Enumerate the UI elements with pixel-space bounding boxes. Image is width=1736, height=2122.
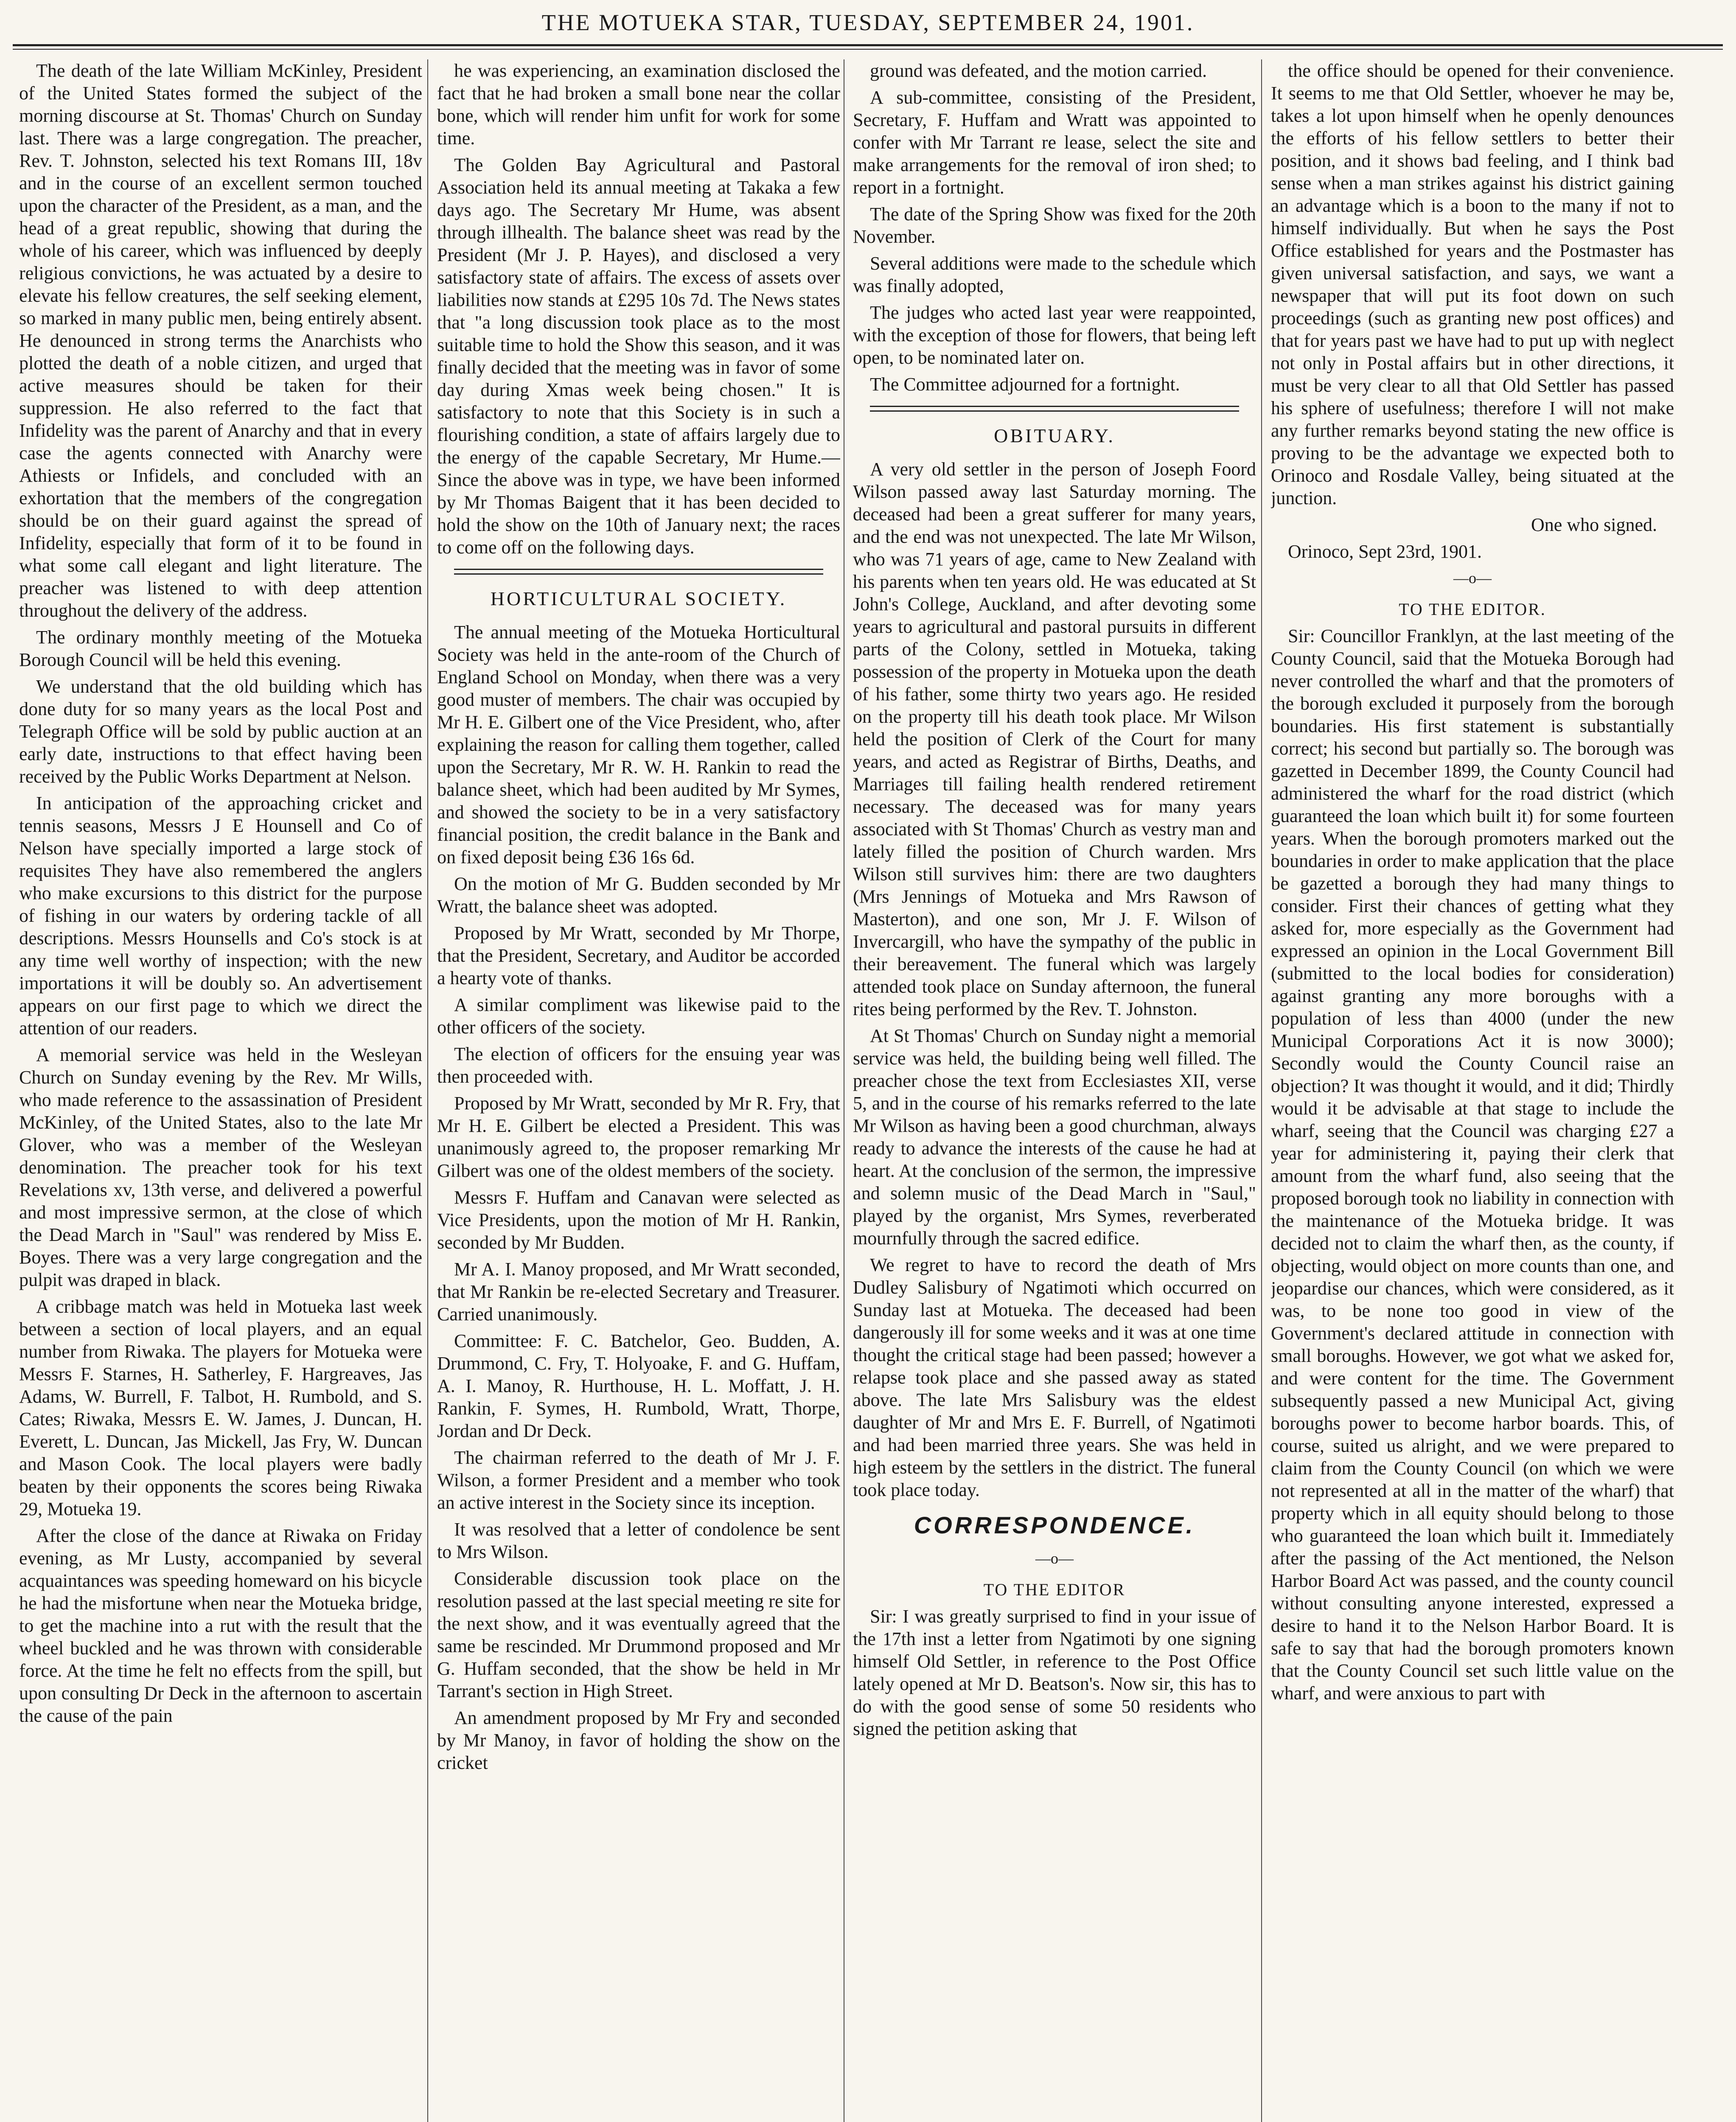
paragraph: We regret to have to record the death of Mrs Dudley Salisbury of Ngatimoti which occurred on Sunday last at Motueka. The deceased had been dangerously ill for some weeks and it was at one time thought the critical stage had been passed; however a relapse took place and she passed away as stated above. The late Mrs Salisbury was the eldest daughter of Mr and Mrs E. F. Burrell, of Ngatimoti and had been married three years. She was held in high esteem by the settlers in the district. The funeral took place today.	[853, 1255, 1256, 1500]
paragraph: A memorial service was held in the Wesleyan Church on Sunday evening by the Rev. Mr Wills, who made reference to the assassination of President McKinley, of the United States, also to the late Mr Glover, who was a member of the Wesleyan denomination. The preacher took for his text Revelations xv, 13th verse, and delivered a powerful and most impressive sermon, at the close of which the Dead March in "Saul" was rendered by Miss E. Boyes. There was a very large congregation and the pulpit was draped in black.	[19, 1044, 422, 1290]
to-the-editor-heading: TO THE EDITOR	[983, 1580, 1126, 1599]
column-divider	[1261, 59, 1262, 2122]
masthead-rule	[13, 44, 1723, 50]
paragraph: Committee: F. C. Batchelor, Geo. Budden, A. Drummond, C. Fry, T. Holyoake, F. and G. Huffam, A. I. Manoy, R. Hurthouse, H. L. Moffatt, J. H. Rankin, F. Symes, H. Rumbold, Wratt, Thorpe, Jordan and Dr Deck.	[437, 1330, 840, 1441]
separator-mark: —o—	[1453, 570, 1492, 587]
paragraph: It was resolved that a letter of condolence be sent to Mrs Wilson.	[437, 1519, 840, 1562]
paragraph: The chairman referred to the death of Mr J. F. Wilson, a former President and a member who took an active interest in the Society since its inception.	[437, 1447, 840, 1513]
paragraph: The ordinary monthly meeting of the Motueka Borough Council will be held this evening.	[19, 627, 422, 670]
paragraph: The Golden Bay Agricultural and Pastoral Association held its annual meeting at Takaka a few days ago. The Secretary Mr Hume, was absent through illhealth. The balance sheet was read by the President (Mr J. P. Hayes), and disclosed a very satisfactory state of affairs. The excess of assets over liabilities now stands at £295 10s 7d. The News states that "a long discussion took place as to the most suitable time to hold the Show this season, and it was finally decided that the meeting was in favor of some day during Xmas week being chosen." It is satisfactory to note that this Society is in such a flourishing condition, a state of affairs largely due to the energy of the capable Secretary, Mr Hume.— Since the above was in type, we have been informed by Mr Thomas Baigent that it has been decided to hold the show on the 10th of January next; the races to come off on the following days.	[437, 154, 840, 558]
paragraph: Proposed by Mr Wratt, seconded by Mr Thorpe, that the President, Secretary, and Auditor be accorded a hearty vote of thanks.	[437, 923, 840, 988]
paragraph: In anticipation of the approaching cricket and tennis seasons, Messrs J E Hounsell and Co of Nelson have specially imported a large stock of requisites They have also remembered the anglers who make excursions to this district for the purpose of fishing in our waters by ordering tackle of all descriptions. Messrs Hounsells and Co's stock is at any time well worthy of inspection; with the new importations it will be doubly so. An advertisement appears on our first page to which we direct the attention of our readers.	[19, 793, 422, 1039]
column-divider	[427, 59, 428, 2122]
paragraph: ground was defeated, and the motion carried.	[870, 60, 1207, 81]
to-the-editor-heading: TO THE EDITOR.	[1399, 600, 1546, 619]
letter-dateline: Orinoco, Sept 23rd, 1901.	[1288, 541, 1482, 562]
section-rule	[870, 406, 1239, 412]
paragraph: An amendment proposed by Mr Fry and seconded by Mr Manoy, in favor of holding the show on the cricket	[437, 1707, 840, 1773]
paragraph: A sub-committee, consisting of the President, Secretary, F. Huffam and Wratt was appointed to confer with Mr Tarrant re lease, select the site and make arrangements for the removal of iron shed; to report in a fortnight.	[853, 87, 1256, 198]
paragraph: The date of the Spring Show was fixed for the 20th November.	[853, 204, 1256, 247]
paragraph: We understand that the old building which has done duty for so many years as the local Post and Telegraph Office will be sold by public auction at an early date, instructions to that effect having been received by the Public Works Department at Nelson.	[19, 676, 422, 787]
column-3	[853, 59, 1256, 2122]
paragraph: The annual meeting of the Motueka Horticultural Society was held in the ante-room of the Church of England School on Monday, when there was a very good muster of members. The chair was occupied by Mr H. E. Gilbert one of the Vice President, who, after explaining the reason for calling them together, called upon the Secretary, Mr R. W. H. Rankin to read the balance sheet, which had been audited by Mr Symes, and showed the society to be in a very satisfactory financial position, the credit balance in the Bank and on fixed deposit being £36 16s 6d.	[437, 622, 840, 867]
paragraph: the office should be opened for their convenience. It seems to me that Old Settler, whoever he may be, takes a lot upon himself when he openly denounces the efforts of his fellow settlers to better their position, and it shows bad feeling, and I think bad sense when a man strikes against his district gaining an advantage which is a boon to the many if not to himself individually. But when he says the Post Office established for years and the Postmaster has given universal satisfaction, and says, we want a newspaper that will put its foot down on such proceedings (such as granting new post offices) and that for years past we have had to put up with neglect not only in Postal affairs but in other directions, it must be very clear to all that Old Settler has passed his sphere of usefulness; therefore I will not make any further remarks beyond stating the new office is proving to be the advantage we expected both to Orinoco and Rosdale Valley, being situated at the junction.	[1271, 60, 1674, 508]
paragraph: Sir: Councillor Franklyn, at the last meeting of the County Council, said that the Motueka Borough had never controlled the wharf and that the promoters of the borough excluded it purposely from the borough boundaries. His first statement is substantially correct; his second but partially so. The borough was gazetted in December 1899, the County Council had administered the wharf for the road district (which guaranteed the loan which built it) for some fourteen years. When the borough promoters marked out the boundaries in order to make application that the place be gazetted a borough they had many things to consider. First their chances of getting what they asked for, more especially as the Government had expressed an opinion in the Local Government Bill (submitted to the local bodies for consideration) against granting any more boroughs with a population of less than 4000 (under the new Municipal Corporations Act it is now 3000); Secondly would the County Council raise an objection? It was thought it would, and it did; Thirdly would it be advisable at that stage to include the wharf, seeing that the Council was charging £27 a year for administering it, paying their clerk that amount from the wharf fund, also seeing that the proposed borough took no liability in connection with the maintenance of the Motueka bridge. It was decided not to claim the wharf then, as the county, if objecting, would object on more counts than one, and jeopardise our chances, which were considered, as it was, to be none too good in view of the Government's declared attitude in connection with small boroughs. However, we got what we asked for, and were content for the time. The Government subsequently passed a new Municipal Act, giving boroughs power to become harbor boards. This, of course, suited us alright, and we were prepared to claim from the County Council (on which we were not represented at all in the matter of the wharf) that property which in all equity should belong to those who guaranteed the loan which built it. Immediately after the passing of the Act mentioned, the Nelson Harbor Board Act was passed, and the county council without consulting anyone interested, expressed a desire to hand it to the Nelson Harbor Board. It is safe to say that had the borough promoters known that the County Council set such little value on the wharf, and were anxious to part with	[1271, 626, 1674, 1704]
paragraph: A cribbage match was held in Motueka last week between a section of local players, and an equal number from Riwaka. The players for Motueka were Messrs F. Starnes, H. Satherley, F. Hargreaves, Jas Adams, W. Burrell, F. Talbot, H. Rumbold, and S. Cates; Riwaka, Messrs E. W. James, J. Duncan, H. Everett, L. Duncan, Jas Mickell, Jas Fry, W. Duncan and Mason Cook. The local players were badly beaten by their opponents the scores being Riwaka 29, Motueka 19.	[19, 1296, 422, 1519]
paragraph: Several additions were made to the schedule which was finally adopted,	[853, 253, 1256, 296]
section-rule	[454, 569, 823, 575]
paragraph: A very old settler in the person of Joseph Foord Wilson passed away last Saturday morning. The deceased had been a great sufferer for many years, and the end was not unexpected. The late Mr Wilson, who was 71 years of age, came to New Zealand with his parents when ten years old. He was educated at St John's College, Auckland, and after devoting some years to agricultural and pastoral pursuits in different parts of the Colony, settled in Motueka, taking possession of the property in Motueka upon the death of his father, some thirty two years ago. He resided on the property till his death took place. Mr Wilson held the position of Clerk of the Court for many years, and acted as Registrar of Births, Deaths, and Marriages till failing health rendered retirement necessary. The deceased was for many years associated with St Thomas' Church as vestry man and lately filled the position of Church warden. Mrs Wilson still survives him: there are two daughters (Mrs Jennings of Motueka and Mrs Rawson of Masterton), and one son, Mr J. F. Wilson of Invercargill, who have the sympathy of the public in their bereavement. The funeral which was largely attended took place on Sunday afternoon, the funeral rites being performed by the Rev. T. Johnston.	[853, 459, 1256, 1019]
column-4	[1271, 59, 1674, 2122]
paragraph: he was experiencing, an examination disclosed the fact that he had broken a small bone near the collar bone, which will render him unfit for work for some time.	[437, 60, 840, 149]
paragraph: Considerable discussion took place on the resolution passed at the last special meeting re site for the next show, and it was eventually agreed that the same be rescinded. Mr Drummond proposed and Mr G. Huffam seconded, that the show be held in Mr Tarrant's section in High Street.	[437, 1568, 840, 1701]
section-heading-horticultural: HORTICULTURAL SOCIETY.	[490, 588, 787, 609]
paragraph: A similar compliment was likewise paid to the other officers of the society.	[437, 994, 840, 1038]
letter-signature: One who signed.	[1531, 514, 1657, 535]
masthead: THE MOTUEKA STAR, TUESDAY, SEPTEMBER 24, 1901.	[541, 10, 1195, 35]
section-heading-correspondence: CORRESPONDENCE.	[914, 1512, 1195, 1538]
paragraph: At St Thomas' Church on Sunday night a memorial service was held, the building being well filled. The preacher chose the text from Ecclesiastes XII, verse 5, and in the course of his remarks referred to the late Mr Wilson as having been a good churchman, always ready to advance the interests of the cause he had at heart. At the conclusion of the sermon, the impressive and solemn music of the Dead March in "Saul," played by the organist, Mrs Symes, reverberated mournfully through the sacred edifice.	[853, 1025, 1256, 1249]
section-heading-obituary: OBITUARY.	[994, 425, 1115, 446]
separator-mark: —o—	[1035, 1550, 1074, 1567]
paragraph: On the motion of Mr G. Budden seconded by Mr Wratt, the balance sheet was adopted.	[437, 873, 840, 917]
paragraph: Mr A. I. Manoy proposed, and Mr Wratt seconded, that Mr Rankin be re-elected Secretary and Treasurer. Carried unanimously.	[437, 1259, 840, 1325]
paragraph: Sir: I was greatly surprised to find in your issue of the 17th inst a letter from Ngatimoti by one signing himself Old Settler, in reference to the Post Office lately opened at Mr D. Beatson's. Now sir, this has to do with the good sense of some 50 residents who signed the petition asking that	[853, 1606, 1256, 1739]
paragraph: The judges who acted last year were reappointed, with the exception of those for flowers, that being left open, to be nominated later on.	[853, 302, 1256, 368]
paragraph: After the close of the dance at Riwaka on Friday evening, as Mr Lusty, accompanied by several acquaintances was speeding homeward on his bicycle he had the misfortune when near the Motueka bridge, to get the machine into a rut with the result that the wheel buckled and he was thrown with considerable force. At the time he felt no effects from the spill, but upon consulting Dr Deck in the afternoon to ascertain the cause of the pain	[19, 1525, 422, 1726]
paragraph: Messrs F. Huffam and Canavan were selected as Vice Presidents, upon the motion of Mr H. Rankin, seconded by Mr Budden.	[437, 1187, 840, 1253]
column-2	[437, 59, 840, 2122]
paragraph: The election of officers for the ensuing year was then proceeded with.	[437, 1044, 840, 1087]
paragraph: Proposed by Mr Wratt, seconded by Mr R. Fry, that Mr H. E. Gilbert be elected a President. This was unanimously agreed to, the proposer remarking Mr Gilbert was one of the oldest members of the society.	[437, 1093, 840, 1181]
paragraph: The Committee adjourned for a fortnight.	[870, 374, 1180, 395]
column-1	[19, 59, 422, 2122]
paragraph: The death of the late William McKinley, President of the United States formed the subject of the morning discourse at St. Thomas' Church on Sunday last. There was a large congregation. The preacher, Rev. T. Johnston, selected his text Romans III, 18v and in the course of an excellent sermon touched upon the character of the President, as a man, and the head of a great republic, showing that during the whole of his career, which was influenced by deeply religious convictions, he was actuated by a desire to elevate his fellow creatures, the self seeking element, so marked in many public men, being entirely absent. He denounced in strong terms the Anarchists who plotted the death of a noble citizen, and urged that active measures should be taken for their suppression. He also referred to the fact that Infidelity was the parent of Anarchy and that in every case the agents connected with Anarchy were Athiests or Infidels, and concluded with an exhortation that the members of the congregation should be on their guard against the spread of Infidelity, especially that form of it to be found in what some call elegant and light literature. The preacher was listened to with deep attention throughout the delivery of the address.	[19, 60, 422, 621]
